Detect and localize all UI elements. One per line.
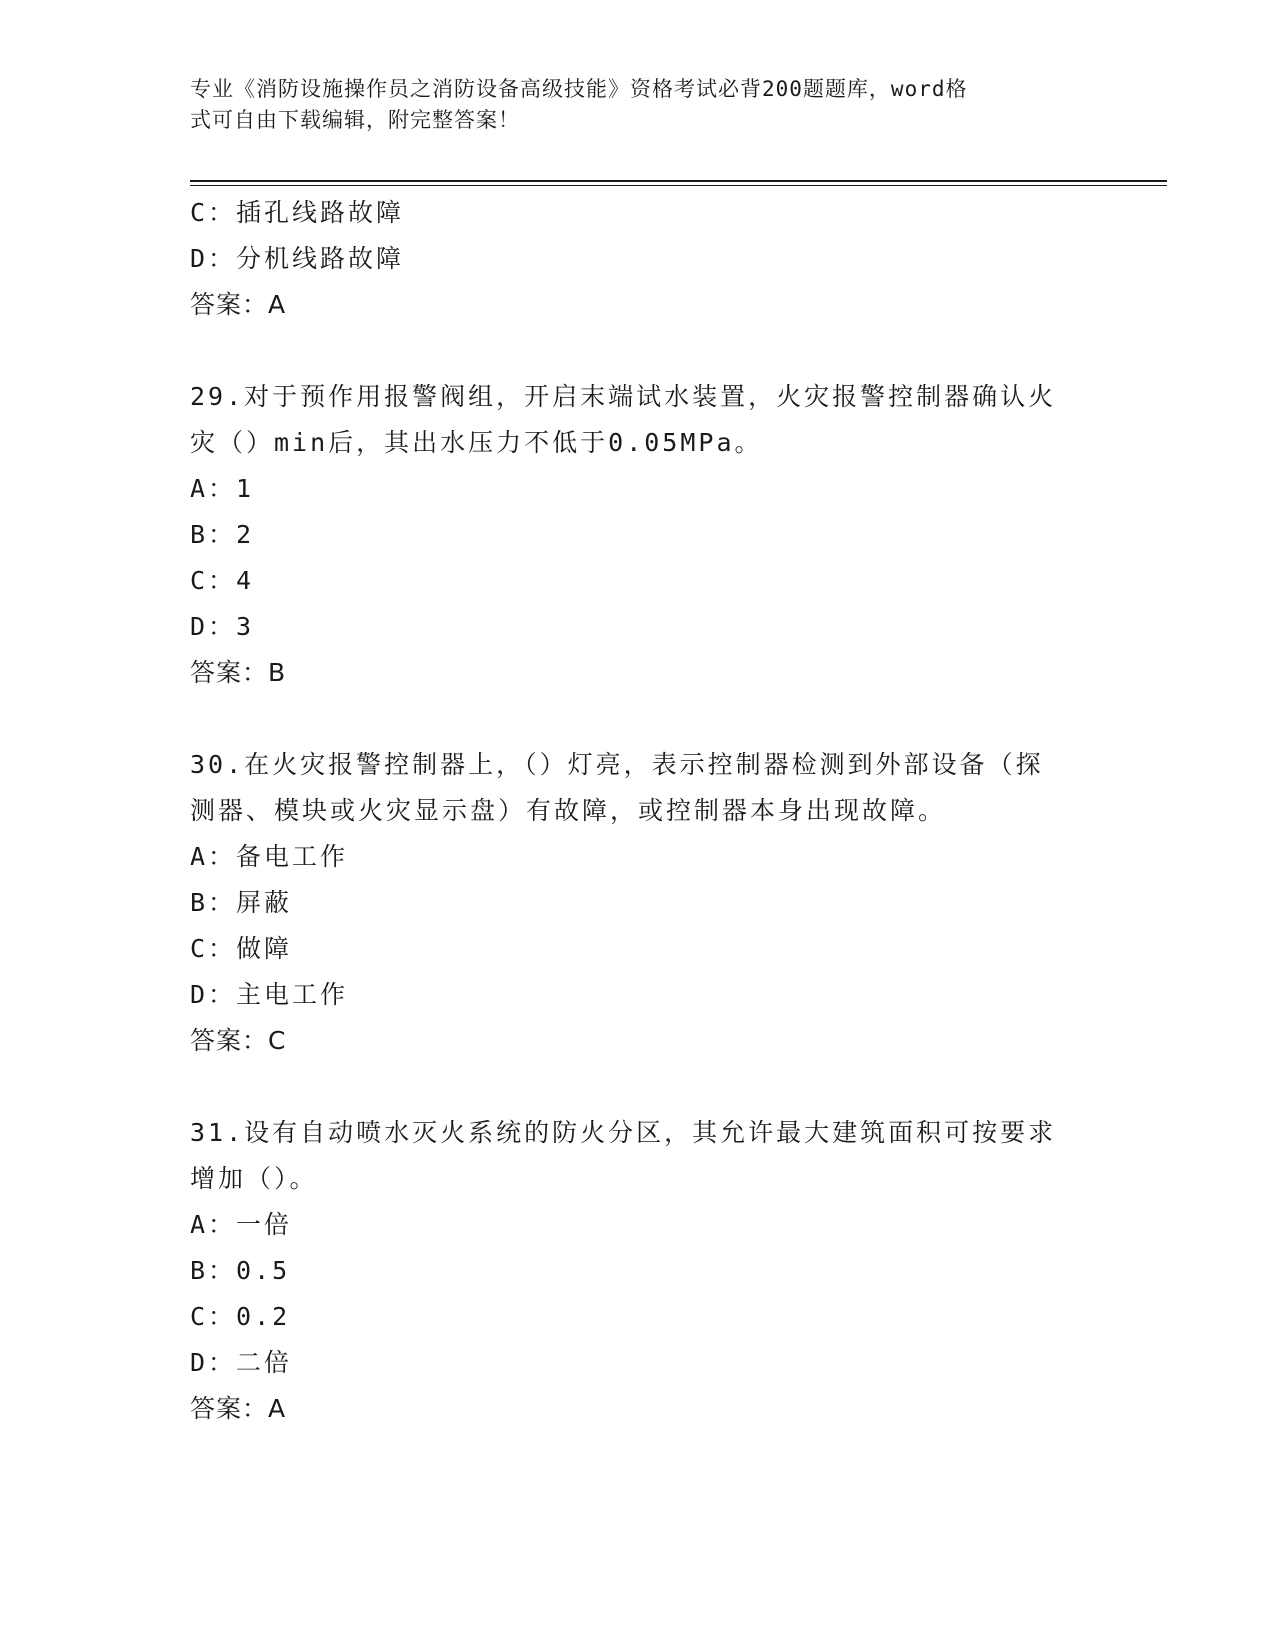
question-stem-line-1: 30.在火灾报警控制器上，（）灯亮，表示控制器检测到外部设备（探 <box>190 750 1044 779</box>
question-31 <box>190 1110 1090 1432</box>
answer-line: 答案：B <box>190 658 287 687</box>
question-stem-line-1: 29.对于预作用报警阀组，开启末端试水装置，火灾报警控制器确认火 <box>190 382 1057 411</box>
option-b: B：2 <box>190 520 255 549</box>
question-continued <box>190 190 1090 328</box>
question-stem-line-2: 灾（）min后，其出水压力不低于0.05MPa。 <box>190 428 763 457</box>
answer-line: 答案：C <box>190 1026 287 1055</box>
answer-line: 答案：A <box>190 1394 287 1423</box>
question-stem-line-1: 31.设有自动喷水灭火系统的防火分区，其允许最大建筑面积可按要求 <box>190 1118 1057 1147</box>
document-header <box>190 74 1090 136</box>
option-c: C：0.2 <box>190 1302 291 1331</box>
option-a: A：一倍 <box>190 1210 293 1239</box>
option-d: D：二倍 <box>190 1348 293 1377</box>
question-29 <box>190 374 1090 696</box>
answer-line: 答案：A <box>190 290 287 319</box>
option-c: C：做障 <box>190 934 293 963</box>
header-divider-thick <box>190 180 1167 182</box>
question-stem-line-2: 测器、模块或火灾显示盘）有故障，或控制器本身出现故障。 <box>190 796 947 825</box>
option-b: B：屏蔽 <box>190 888 293 917</box>
option-d: D：主电工作 <box>190 980 349 1009</box>
option-a: A：1 <box>190 474 255 503</box>
question-stem-line-2: 增加（）。 <box>190 1164 318 1193</box>
option-d: D：分机线路故障 <box>190 244 405 273</box>
header-line-2: 式可自由下载编辑，附完整答案！ <box>190 108 520 132</box>
option-d: D：3 <box>190 612 255 641</box>
option-c: C：插孔线路故障 <box>190 198 405 227</box>
header-line-1: 专业《消防设施操作员之消防设备高级技能》资格考试必背200题题库，word格 <box>190 77 968 101</box>
question-30 <box>190 742 1090 1064</box>
header-divider-thin <box>190 185 1167 186</box>
option-b: B：0.5 <box>190 1256 291 1285</box>
question-list <box>190 190 1090 1432</box>
option-a: A：备电工作 <box>190 842 349 871</box>
option-c: C：4 <box>190 566 255 595</box>
